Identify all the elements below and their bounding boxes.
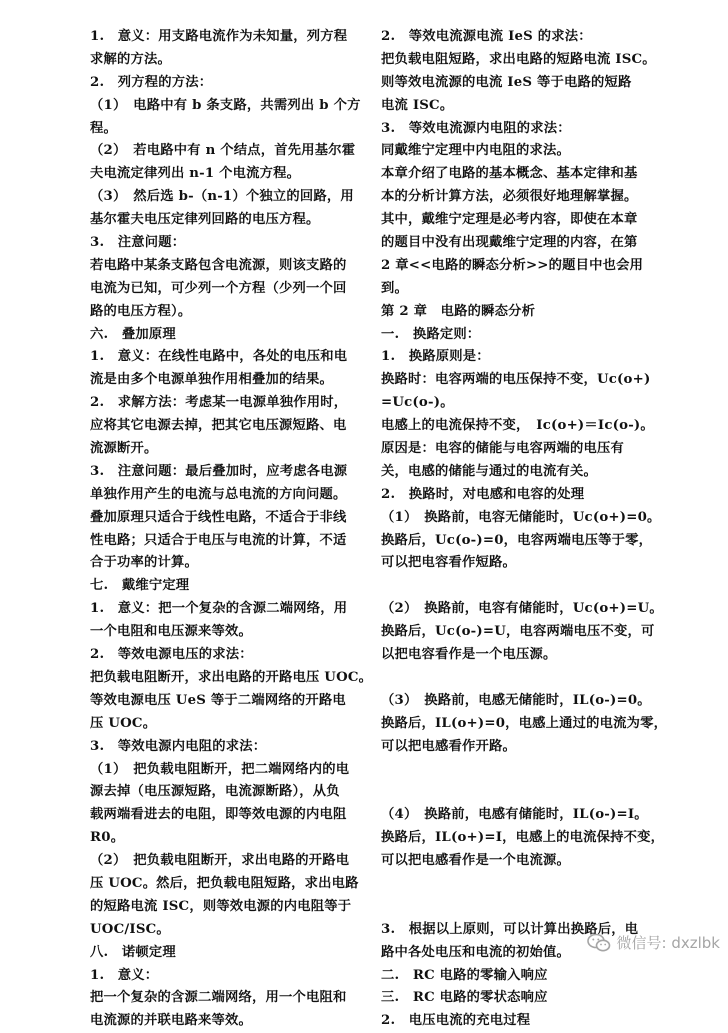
right-text-line: 换路后，IL(o+)=I，电感上的电流保持不变， xyxy=(381,830,665,846)
right-text-line: 本的分析计算方法，必须很好地理解掌握。 xyxy=(381,189,638,205)
right-text-line: 一. 换路定则： xyxy=(381,326,481,342)
right-text-line xyxy=(381,896,653,919)
right-text-line: 本章介绍了电路的基本概念、基本定律和基 xyxy=(381,166,638,182)
right-text-line xyxy=(381,873,653,896)
left-text-line: 1. 意义：用支路电流作为未知量，列方程 xyxy=(90,29,348,44)
left-text-line: 流是由多个电源单独作用相叠加的结果。 xyxy=(90,372,333,388)
right-text-line: 换路后，Uc(o-)=U，电容两端电压不变，可 xyxy=(381,624,655,640)
right-text-line: 可以把电感看作是一个电流源。 xyxy=(381,853,570,869)
left-text-line: 电流源的并联电路来等效。 xyxy=(90,1013,252,1029)
right-text-line: 把负载电阻短路，求出电路的短路电流 ISC。 xyxy=(381,51,656,67)
left-text-line: 应将其它电源去掉，把其它电压源短路、电 xyxy=(90,418,347,434)
watermark xyxy=(587,932,720,953)
left-text-line: 2. 等效电源电压的求法： xyxy=(90,647,253,663)
left-column xyxy=(90,26,373,1033)
left-text-line: 2. 列方程的方法： xyxy=(90,74,213,90)
left-text-line: 1. 意义： xyxy=(90,967,159,983)
left-text-line: （2） 若电路中有 n 个结点，首先用基尔霍 xyxy=(90,143,356,159)
right-text-line: 2. 等效电流源电流 IeS 的求法： xyxy=(381,29,592,44)
right-text-line: =Uc(o-)。 xyxy=(381,395,454,411)
left-text-line: 2. 求解方法：考虑某一电源单独作用时， xyxy=(90,395,348,411)
left-text-line: （1） 把负载电阻断开，把二端网络内的电 xyxy=(90,761,350,777)
left-text-line: 等效电源电压 UeS 等于二端网络的开路电 xyxy=(90,692,346,708)
left-text-line: 把负载电阻断开，求出电路的开路电压 UOC。 xyxy=(90,669,373,685)
left-text-line: 路的电压方程）。 xyxy=(90,303,192,319)
left-text-line: 六. 叠加原理 xyxy=(90,326,176,342)
right-text-line: 二. RC 电路的零输入响应 xyxy=(381,967,548,983)
left-text-line: 合于功率的计算。 xyxy=(90,555,198,571)
left-text-line: 电流为已知，可少列一个方程（少列一个回 xyxy=(90,280,347,296)
right-text-line: （2） 换路前，电容有储能时，Uc(o+)=U。 xyxy=(381,601,663,617)
right-text-line: 关，电感的储能与通过的电流有关。 xyxy=(381,463,597,479)
left-text-line: 1. 意义：把一个复杂的含源二端网络，用 xyxy=(90,601,348,617)
right-text-line: 3. 等效电流源内电阻的求法： xyxy=(381,120,571,136)
left-text-line: 3. 注意问题： xyxy=(90,235,186,251)
right-text-line: 可以把电感看作开路。 xyxy=(381,738,516,754)
right-text-line: 电感上的电流保持不变， Ic(o+)＝Ic(o-)。 xyxy=(381,418,654,434)
right-text-line: 3. 根据以上原则，可以计算出换路后，电 xyxy=(381,921,639,937)
left-text-line: （2） 把负载电阻断开，求出电路的开路电 xyxy=(90,853,350,869)
left-text-line: 把一个复杂的含源二端网络，用一个电阻和 xyxy=(90,990,347,1006)
left-text-line: 夫电流定律列出 n-1 个电流方程。 xyxy=(90,166,301,182)
right-text-line: 的题目中没有出现戴维宁定理的内容，在第 xyxy=(381,235,638,251)
right-text-line: 到。 xyxy=(381,280,408,296)
left-text-line: （1） 电路中有 b 条支路，共需列出 b 个方 xyxy=(90,97,361,113)
left-text-line: 叠加原理只适合于线性电路，不适合于非线 xyxy=(90,509,347,525)
left-text-line: 的短路电流 ISC，则等效电源的内电阻等于 xyxy=(90,898,352,914)
left-text-line: 1. 意义：在线性电路中，各处的电压和电 xyxy=(90,349,348,365)
left-text-line: 源去掉（电压源短路，电流源断路），从负 xyxy=(90,784,340,800)
left-text-line: UOC/ISC。 xyxy=(90,921,170,937)
left-text-line: 程。 xyxy=(90,120,117,136)
watermark-text: 微信号: dxzlbk xyxy=(616,934,720,952)
left-text-line: 基尔霍夫电压定律列回路的电压方程。 xyxy=(90,212,320,228)
right-text-line: 2. 电压电流的充电过程 xyxy=(381,1013,531,1029)
right-text-line: （3） 换路前，电感无储能时，IL(o-)=0。 xyxy=(381,692,651,708)
right-text-line xyxy=(381,667,653,690)
right-text-line: 第 2 章 电路的瞬态分析 xyxy=(381,303,536,319)
right-text-line: 同戴维宁定理中内电阻的求法。 xyxy=(381,143,570,159)
left-text-line: （3） 然后选 b-（n-1）个独立的回路，用 xyxy=(90,189,354,205)
right-text-line: 换路后，IL(o+)=0，电感上通过的电流为零， xyxy=(381,715,668,731)
right-text-line: 以把电容看作是一个电压源。 xyxy=(381,647,557,663)
right-text-line: 路中各处电压和电流的初始值。 xyxy=(381,944,570,960)
right-text-line: 2 章<<电路的瞬态分析>>的题目中也会用 xyxy=(381,257,644,273)
right-text-line: 电流 ISC。 xyxy=(381,97,454,113)
wechat-icon xyxy=(587,933,611,953)
right-text-line xyxy=(381,781,653,804)
left-text-line: 七. 戴维宁定理 xyxy=(90,578,190,594)
left-text-line: 3. 注意问题：最后叠加时，应考虑各电源 xyxy=(90,463,348,479)
right-text-line: （1） 换路前，电容无储能时，Uc(o+)=0。 xyxy=(381,509,661,525)
right-text-line xyxy=(381,759,653,782)
left-text-line: 一个电阻和电压源来等效。 xyxy=(90,624,252,640)
right-text-line: 1. 换路原则是： xyxy=(381,349,490,365)
right-text-line: 则等效电流源的电流 IeS 等于电路的短路 xyxy=(381,74,632,90)
left-text-line: 载两端看进去的电阻，即等效电源的内电阻 xyxy=(90,807,347,823)
left-text-line: 压 UOC。 xyxy=(90,715,157,731)
right-text-line: （4） 换路前，电感有储能时，IL(o-)=I。 xyxy=(381,807,648,823)
left-text-line: 若电路中某条支路包含电流源，则该支路的 xyxy=(90,257,347,273)
right-text-line: 换路时：电容两端的电压保持不变，Uc(o+) xyxy=(381,372,651,388)
left-text-line: 流源断开。 xyxy=(90,441,158,457)
right-text-line: 可以把电容看作短路。 xyxy=(381,555,516,571)
right-text-line: 2. 换路时，对电感和电容的处理 xyxy=(381,486,585,502)
left-text-line: 单独作用产生的电流与总电流的方向问题。 xyxy=(90,486,347,502)
right-text-line: 三. RC 电路的零状态响应 xyxy=(381,990,548,1006)
left-text-line: 性电路；只适合于电压与电流的计算，不适 xyxy=(90,532,347,548)
right-text-line: 换路后，Uc(o-)=0，电容两端电压等于零， xyxy=(381,532,653,548)
left-text-line: 求解的方法。 xyxy=(90,51,171,67)
right-text-line: 原因是：电容的储能与电容两端的电压有 xyxy=(381,441,624,457)
left-text-line: 压 UOC。然后，把负载电阻短路，求出电路 xyxy=(90,875,359,891)
left-text-line: R0。 xyxy=(90,830,125,846)
left-text-line: 八. 诺顿定理 xyxy=(90,944,176,960)
left-text-line: 3. 等效电源内电阻的求法： xyxy=(90,738,267,754)
right-text-line xyxy=(381,575,653,598)
right-text-line: 其中，戴维宁定理是必考内容，即使在本章 xyxy=(381,212,638,228)
